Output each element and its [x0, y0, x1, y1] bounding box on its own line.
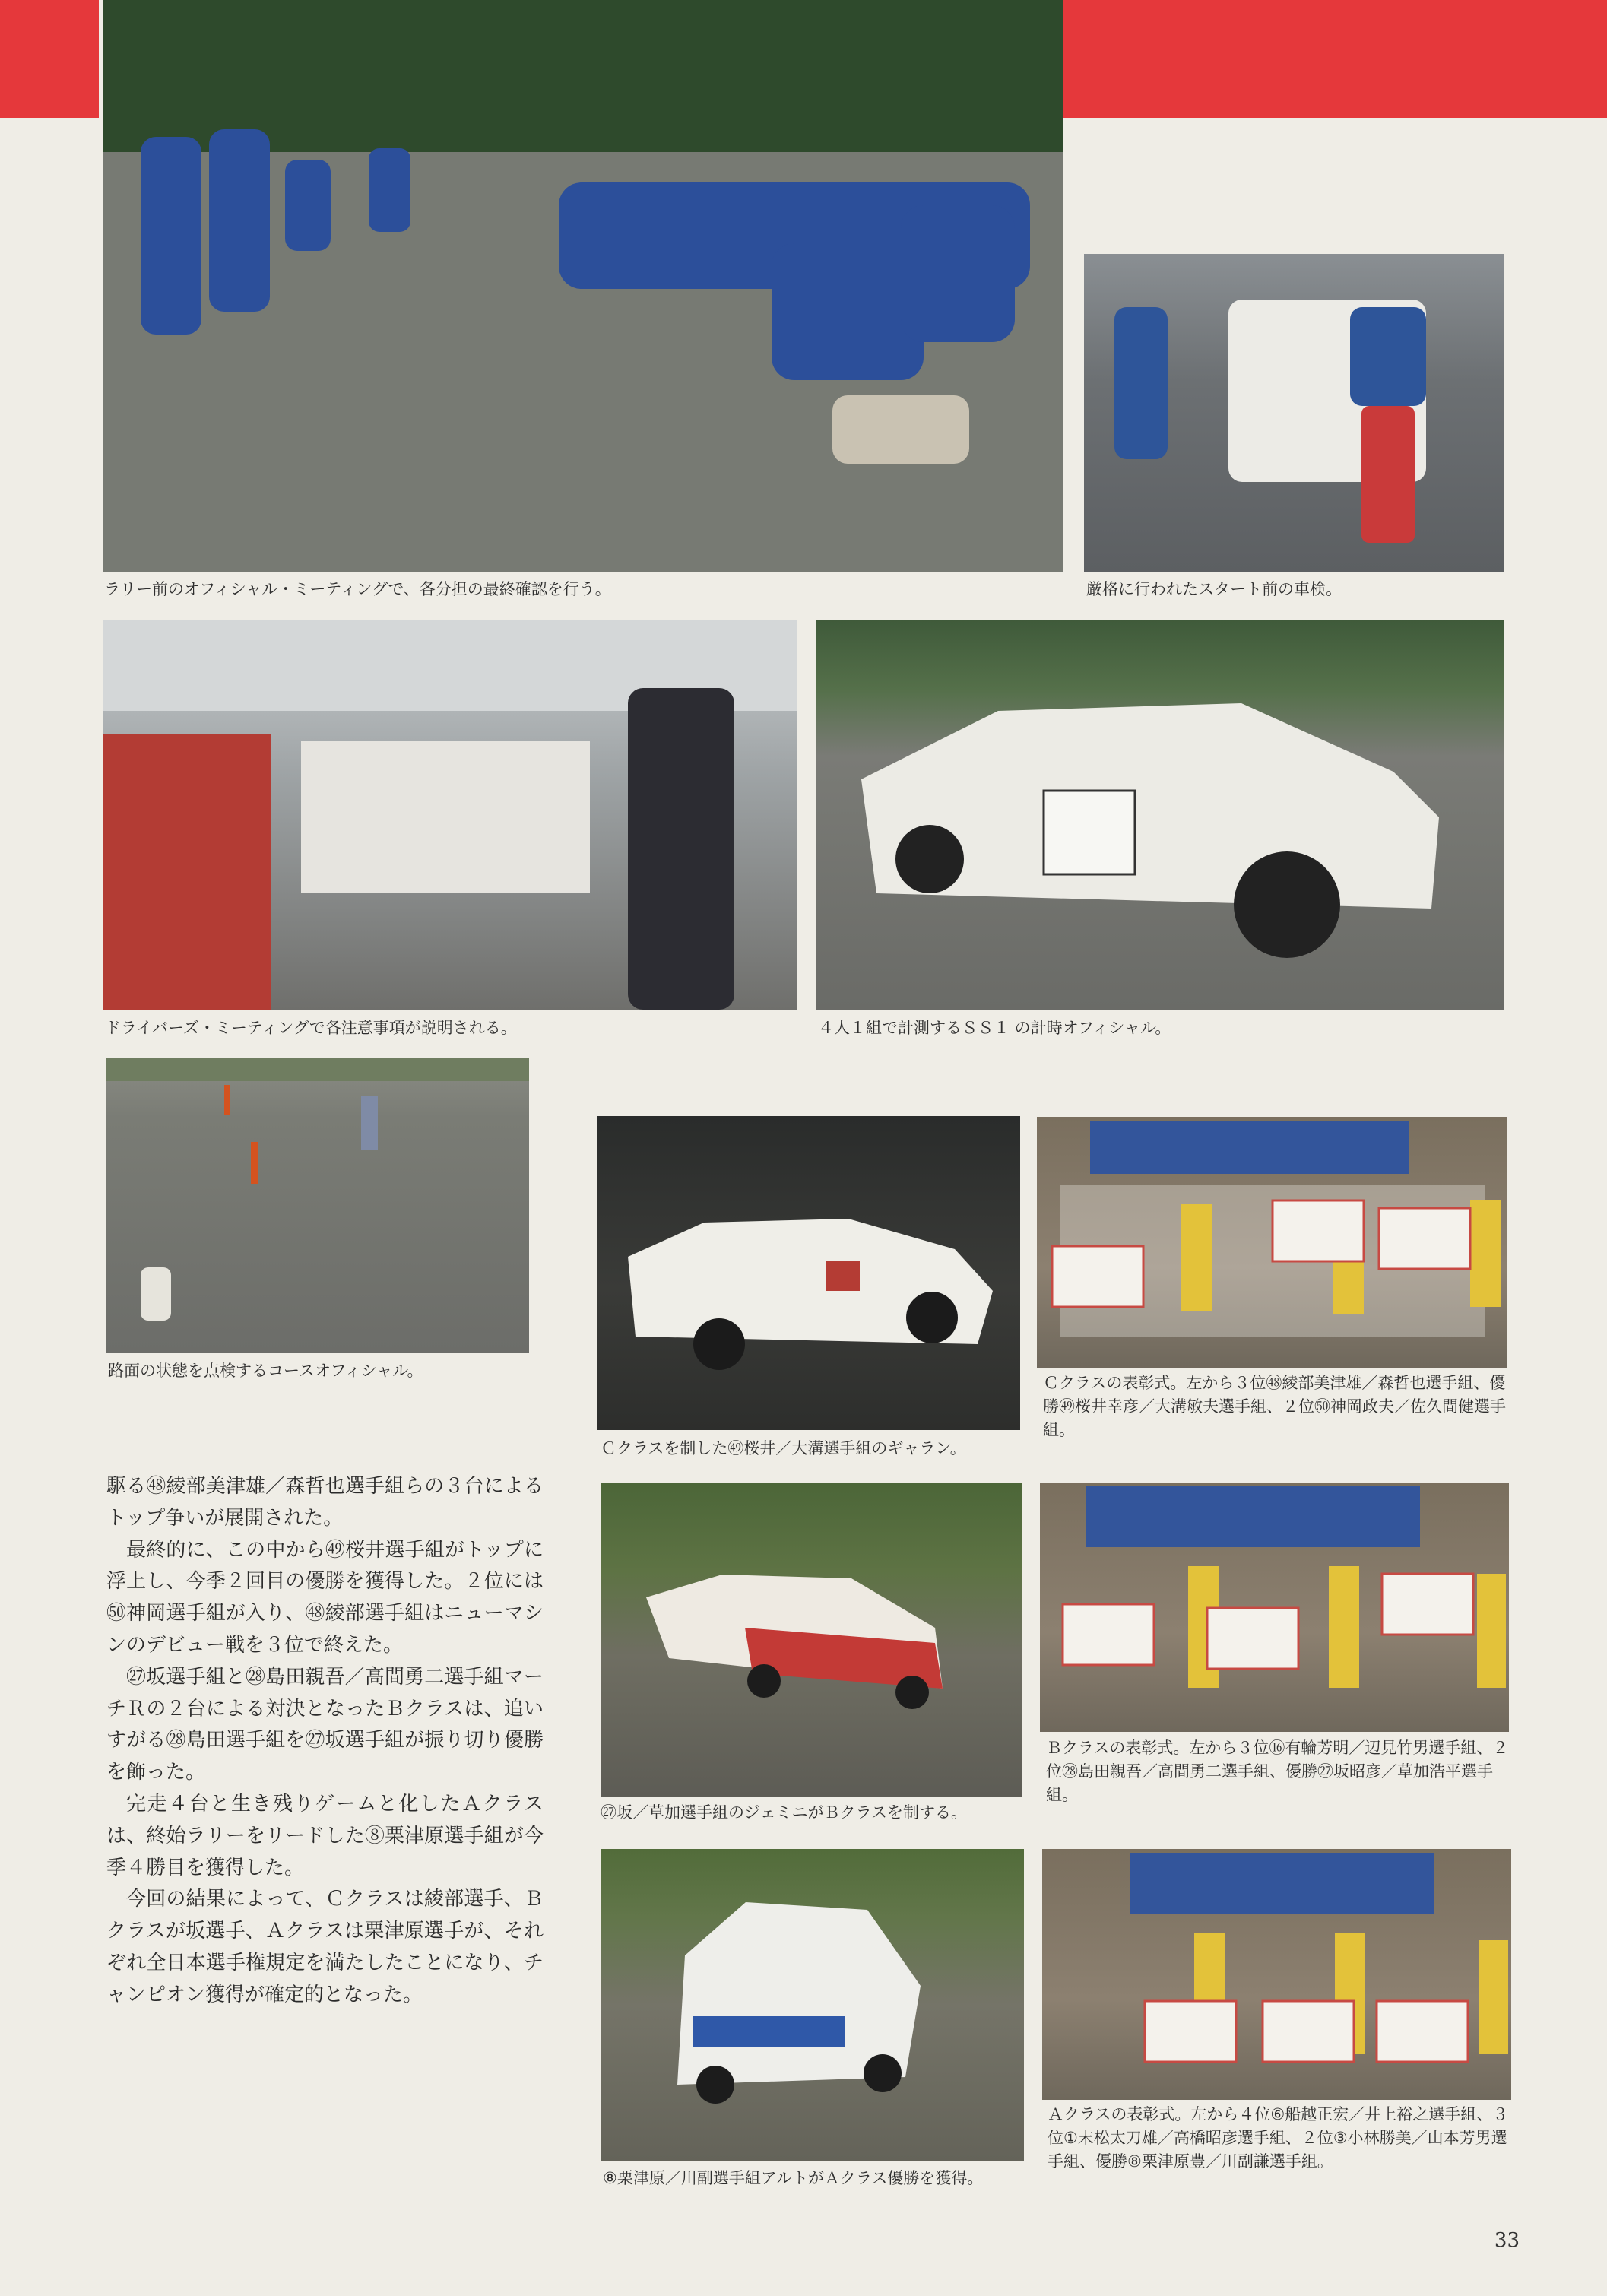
red-accent-bar-left	[0, 0, 99, 118]
article-paragraph: 完走４台と生き残りゲームと化したＡクラスは、終始ラリーをリードした⑧栗津原選手組が今季４勝目を獲得した。	[106, 1792, 544, 1879]
photo-caption: ドライバーズ・ミーティングで各注意事項が説明される。	[105, 1019, 517, 1037]
scrutineering-photo	[1084, 254, 1504, 572]
photo-caption: Ａクラスの表彰式。左から４位⑥船越正宏／井上裕之選手組、３位①末松太刀雄／高橋昭彦選手組、２位③小林勝美／山本芳男選手組、優勝⑧栗津原豊／川副謙選手組。	[1048, 2105, 1509, 2171]
article-paragraph: 今回の結果によって、Ｃクラスは綾部選手、Ｂクラスが坂選手、Ａクラスは栗津原選手が、それぞれ全日本選手権規定を満たしたことになり、チャンピオン獲得が確定的となった。	[106, 1888, 544, 2006]
photo-caption: 厳格に行われたスタート前の車検。	[1086, 580, 1342, 598]
photo-caption: Ｂクラスの表彰式。左から３位⑯有輪芳明／辺見竹男選手組、２位㉘島田親吾／高間勇二選手組、優勝㉗坂昭彦／草加浩平選手組。	[1046, 1739, 1509, 1804]
drivers-meeting-photo	[103, 620, 797, 1010]
article-paragraph: ㉗坂選手組と㉘島田親吾／高間勇二選手組マーチＲの２台による対決となったＢクラスは、追いすがる㉘島田選手組を㉗坂選手組が振り切り優勝を飾った。	[106, 1665, 544, 1784]
photo-caption: Ｃクラスを制した㊾桜井／大溝選手組のギャラン。	[601, 1439, 966, 1457]
photo-caption: ⑧栗津原／川副選手組アルトがＡクラス優勝を獲得。	[603, 2169, 984, 2187]
photo-caption: ㉗坂／草加選手組のジェミニがＢクラスを制する。	[601, 1803, 967, 1822]
article-paragraph: 駆る㊽綾部美津雄／森哲也選手組らの３台によるトップ争いが展開された。	[106, 1475, 544, 1530]
timing-car-photo	[816, 620, 1504, 1010]
c-class-ceremony-photo	[1037, 1117, 1507, 1368]
gemini-photo	[601, 1483, 1022, 1797]
alto-photo	[601, 1849, 1024, 2161]
a-class-ceremony-photo	[1042, 1849, 1511, 2100]
red-accent-bar-right	[1063, 0, 1607, 118]
page-number: 33	[1494, 2229, 1520, 2252]
officials-meeting-photo	[103, 0, 1063, 572]
galant-night-photo	[597, 1116, 1020, 1430]
course-inspection-photo	[106, 1058, 529, 1353]
b-class-ceremony-photo	[1040, 1483, 1509, 1732]
article-body	[106, 1471, 544, 2012]
photo-caption: Ｃクラスの表彰式。左から３位㊽綾部美津雄／森哲也選手組、優勝㊾桜井幸彦／大溝敏夫選手組、２位㊿神岡政夫／佐久間健選手組。	[1043, 1374, 1506, 1439]
photo-caption: ラリー前のオフィシャル・ミーティングで、各分担の最終確認を行う。	[104, 580, 611, 598]
photo-caption: 路面の状態を点検するコースオフィシャル。	[108, 1362, 423, 1380]
article-paragraph: 最終的に、この中から㊾桜井選手組がトップに浮上し、今季２回目の優勝を獲得した。２位には㊿神岡選手組が入り、㊽綾部選手組はニューマシンのデビュー戦を３位で終えた。	[106, 1538, 544, 1657]
photo-caption: ４人１組で計測するＳＳ１ の計時オフィシャル。	[818, 1019, 1171, 1037]
